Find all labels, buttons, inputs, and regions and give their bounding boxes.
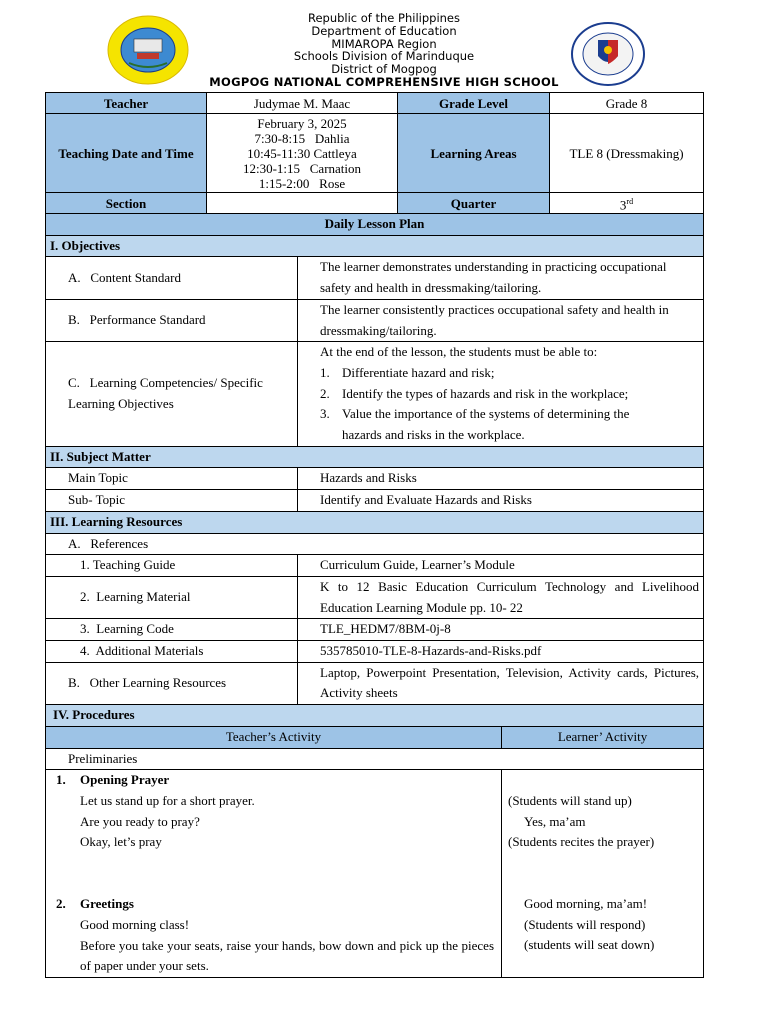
teaching-date-label: Teaching Date and Time [46,114,207,193]
competency-item [320,363,699,384]
main-topic-label: Main Topic [46,468,298,490]
learner-line: (students will seat down) [524,937,655,953]
grade-level-label: Grade Level [398,93,550,114]
teacher-line: Are you ready to pray? [80,813,200,829]
competency-number: 3. [320,406,330,422]
schedule-line: 10:45-11:30 Cattleya [247,145,357,161]
quarter-suffix: rd [626,196,634,206]
date-line: February 3, 2025 [257,115,347,131]
lesson-info-table [45,92,704,214]
competencies-cell [298,342,704,447]
section-label: Section [46,193,207,214]
performance-standard-text: The learner consistently practices occupational safety and health in dressmaking/tailoring. [298,299,704,341]
competencies-intro: At the end of the lesson, the students must be able to: [320,344,598,360]
objectives-heading: I. Objectives [46,235,704,257]
content-standard-label: A. Content Standard [46,257,298,299]
competencies-list [320,363,699,446]
competency-number: 1. [320,364,330,380]
competency-text: Differentiate hazard and risk; [342,364,495,380]
teaching-date-value [207,114,398,193]
learner-line: (Students will stand up) [508,792,632,808]
learning-material-value: K to 12 Basic Education Curriculum Technology and Livelihood Education Learning Module pp. 10- 22 [298,576,704,618]
grade-level-value: Grade 8 [550,93,704,114]
section-value [207,193,398,214]
learner-line: (Students recites the prayer) [508,834,655,850]
learner-activity-header: Learner’ Activity [502,726,704,748]
competency-number: 2. [320,385,330,401]
learning-code-label: 3. Learning Code [46,619,298,641]
header-line-republic: Republic of the Philippines [307,11,461,25]
teacher-line: Okay, let’s pray [80,834,162,850]
opening-prayer-heading [56,770,494,791]
greetings-number: 2. [56,896,66,912]
competencies-label [46,342,298,447]
teacher-value: Judymae M. Maac [207,93,398,114]
header-line-deped: Department of Education [311,23,457,38]
header-line-division: Schools Division of Marinduque [293,49,475,64]
resources-heading: III. Learning Resources [46,511,704,533]
teaching-guide-value: Curriculum Guide, Learner’s Module [298,555,704,577]
teaching-guide-label: 1. Teaching Guide [46,555,298,577]
quarter-value [550,193,704,214]
performance-standard-label: B. Performance Standard [46,299,298,341]
header-line-district: District of Mogpog [331,62,437,77]
procedures-heading: IV. Procedures [46,705,704,727]
other-resources-label: B. Other Learning Resources [46,662,298,704]
learner-line: Good morning, ma’am! [524,896,648,912]
learning-areas-label: Learning Areas [398,114,550,193]
competency-item [320,384,699,405]
schedule-line: 1:15-2:00 Rose [258,175,346,191]
learner-line: (Students will respond) [524,916,646,932]
subject-matter-heading: II. Subject Matter [46,446,704,468]
teacher-activity-cell [46,770,502,978]
quarter-label: Quarter [398,193,550,214]
plan-title: Daily Lesson Plan [46,214,704,236]
greetings-title: Greetings [80,896,134,912]
header-line-region: MIMAROPA Region [331,36,437,51]
other-resources-value: Laptop, Powerpoint Presentation, Television, Activity cards, Pictures, Activity sheets [298,662,704,704]
schedule-line: 7:30-8:15 Dahlia [254,130,350,146]
competencies-label-text: C. Learning Competencies/ Specific Learning Objectives [68,375,267,411]
teacher-line: Let us stand up for a short prayer. [80,792,255,808]
learner-line: Yes, ma’am [524,813,586,829]
teacher-label: Teacher [46,93,207,114]
references-label: A. References [46,533,704,555]
opening-prayer-number: 1. [56,772,66,788]
lesson-plan-table [45,213,704,978]
additional-materials-label: 4. Additional Materials [46,641,298,663]
learning-material-label: 2. Learning Material [46,576,298,618]
main-topic-value: Hazards and Risks [298,468,704,490]
content-standard-text: The learner demonstrates understanding in practicing occupational safety and health in dressmaking/tailoring. [298,257,704,299]
quarter-number: 3 [619,197,627,213]
greet-learner-lines [508,894,699,956]
competency-item [320,404,699,445]
sub-topic-value: Identify and Evaluate Hazards and Risks [298,490,704,512]
competency-text: Identify the types of hazards and risk in the workplace; [342,385,629,401]
additional-materials-value: 535785010-TLE-8-Hazards-and-Risks.pdf [298,641,704,663]
schedule-line: 12:30-1:15 Carnation [242,160,362,176]
learning-areas-value: TLE 8 (Dressmaking) [550,114,704,193]
teacher-activity-header: Teacher’s Activity [46,726,502,748]
document-header [0,12,768,89]
teacher-line: Good morning class! [80,916,190,932]
school-name: MOGPOG NATIONAL COMPREHENSIVE HIGH SCHOOL [209,74,559,89]
prayer-teacher-lines [56,791,494,853]
learner-activity-cell [502,770,704,978]
preliminaries-label: Preliminaries [46,748,704,770]
learning-code-value: TLE_HEDM7/8BM-0j-8 [298,619,704,641]
teacher-line: Before you take your seats, raise your hands, bow down and pick up the pieces of paper under your sets. [80,937,494,974]
greetings-heading [56,894,494,915]
competency-text: Value the importance of the systems of determining the hazards and risks in the workplace. [342,406,630,443]
greet-teacher-lines [56,915,494,977]
sub-topic-label: Sub- Topic [46,490,298,512]
opening-prayer-title: Opening Prayer [80,772,170,788]
